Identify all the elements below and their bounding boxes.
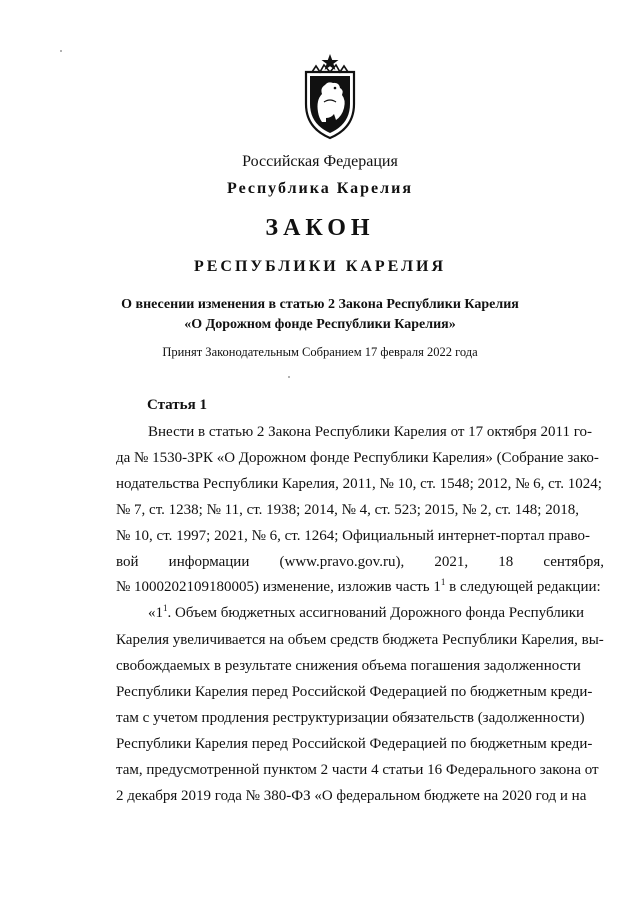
text-fragment: № 10, ст. 1997; 2021, № 6, ст. 1264; Официальный интернет-портал право- xyxy=(116,528,591,544)
text-fragment: да № 1530-ЗРК «О Дорожном фонде Республики Карелия» (Собрание зако- xyxy=(116,450,599,466)
text-fragment: «1 xyxy=(148,605,163,621)
text-fragment: Карелия увеличивается на объем средств бюджета Республики Карелия, вы- xyxy=(116,632,604,648)
text-line xyxy=(116,630,604,650)
text-fragment: там с учетом продления реструктуризации обязательств (задолженности) xyxy=(116,710,585,726)
country-name: Российская Федерация xyxy=(242,153,398,170)
text-fragment: Республики Карелия перед Российской Федерацией по бюджетным креди- xyxy=(116,684,593,700)
scan-speck xyxy=(288,376,290,378)
republic-name: Республика Карелия xyxy=(227,180,413,197)
text-fragment: 18 xyxy=(498,554,514,570)
text-line xyxy=(116,448,604,468)
text-fragment: в следующей редакции: xyxy=(445,579,601,595)
superscript: 1 xyxy=(163,603,168,613)
text-line xyxy=(116,422,604,442)
text-fragment: № 7, ст. 1238; № 11, ст. 1938; 2014, № 4, ст. 523; 2015, № 2, ст. 148; 2018, xyxy=(116,502,579,518)
text-line xyxy=(116,474,604,494)
text-fragment: (www.pravo.gov.ru), xyxy=(279,554,405,570)
text-fragment: Внести в статью 2 Закона Республики Карелия от 17 октября 2011 го- xyxy=(148,424,593,440)
law-subject-line: О внесении изменения в статью 2 Закона Республики Карелия xyxy=(121,297,519,312)
scan-speck xyxy=(60,50,62,52)
document-type: ЗАКОН xyxy=(265,215,375,241)
text-line xyxy=(116,526,604,546)
article-title: Статья 1 xyxy=(147,397,207,413)
adoption-note: Принят Законодательным Собранием 17 февраля 2022 года xyxy=(162,345,478,359)
text-line xyxy=(116,682,604,702)
text-fragment: 2 декабря 2019 года № 380-ФЗ «О федеральном бюджете на 2020 год и на xyxy=(116,788,587,804)
text-line xyxy=(116,603,604,623)
text-fragment: сентября, xyxy=(543,554,604,570)
text-fragment: Республики Карелия перед Российской Федерацией по бюджетным креди- xyxy=(116,736,593,752)
text-fragment: нодательства Республики Карелия, 2011, № 10, ст. 1548; 2012, № 6, ст. 1024; xyxy=(116,476,602,492)
law-subject-line: «О Дорожном фонде Республики Карелия» xyxy=(184,317,456,332)
text-line xyxy=(116,500,604,520)
text-fragment: 2021, xyxy=(434,554,469,570)
text-line xyxy=(116,656,604,676)
text-fragment: № 1000202109180005) изменение, изложив часть 1 xyxy=(116,579,441,595)
law-subject xyxy=(0,295,640,335)
superscript: 1 xyxy=(440,577,446,587)
text-fragment: свобождаемых в результате снижения объема погашения задолженности xyxy=(116,658,581,674)
text-fragment: . Объем бюджетных ассигнований Дорожного фонда Республики xyxy=(167,605,585,621)
text-line xyxy=(116,734,604,754)
text-line xyxy=(116,760,604,780)
text-fragment: информации xyxy=(168,554,250,570)
text-line xyxy=(116,552,604,572)
text-line xyxy=(116,786,604,806)
document-type-subtitle: РЕСПУБЛИКИ КАРЕЛИЯ xyxy=(193,258,447,275)
text-fragment: там, предусмотренной пунктом 2 части 4 статьи 16 Федерального закона от xyxy=(116,762,599,778)
text-line xyxy=(116,577,604,597)
text-fragment: вой xyxy=(116,554,139,570)
text-line xyxy=(116,708,604,728)
karelia-coat-of-arms-icon xyxy=(298,52,362,140)
